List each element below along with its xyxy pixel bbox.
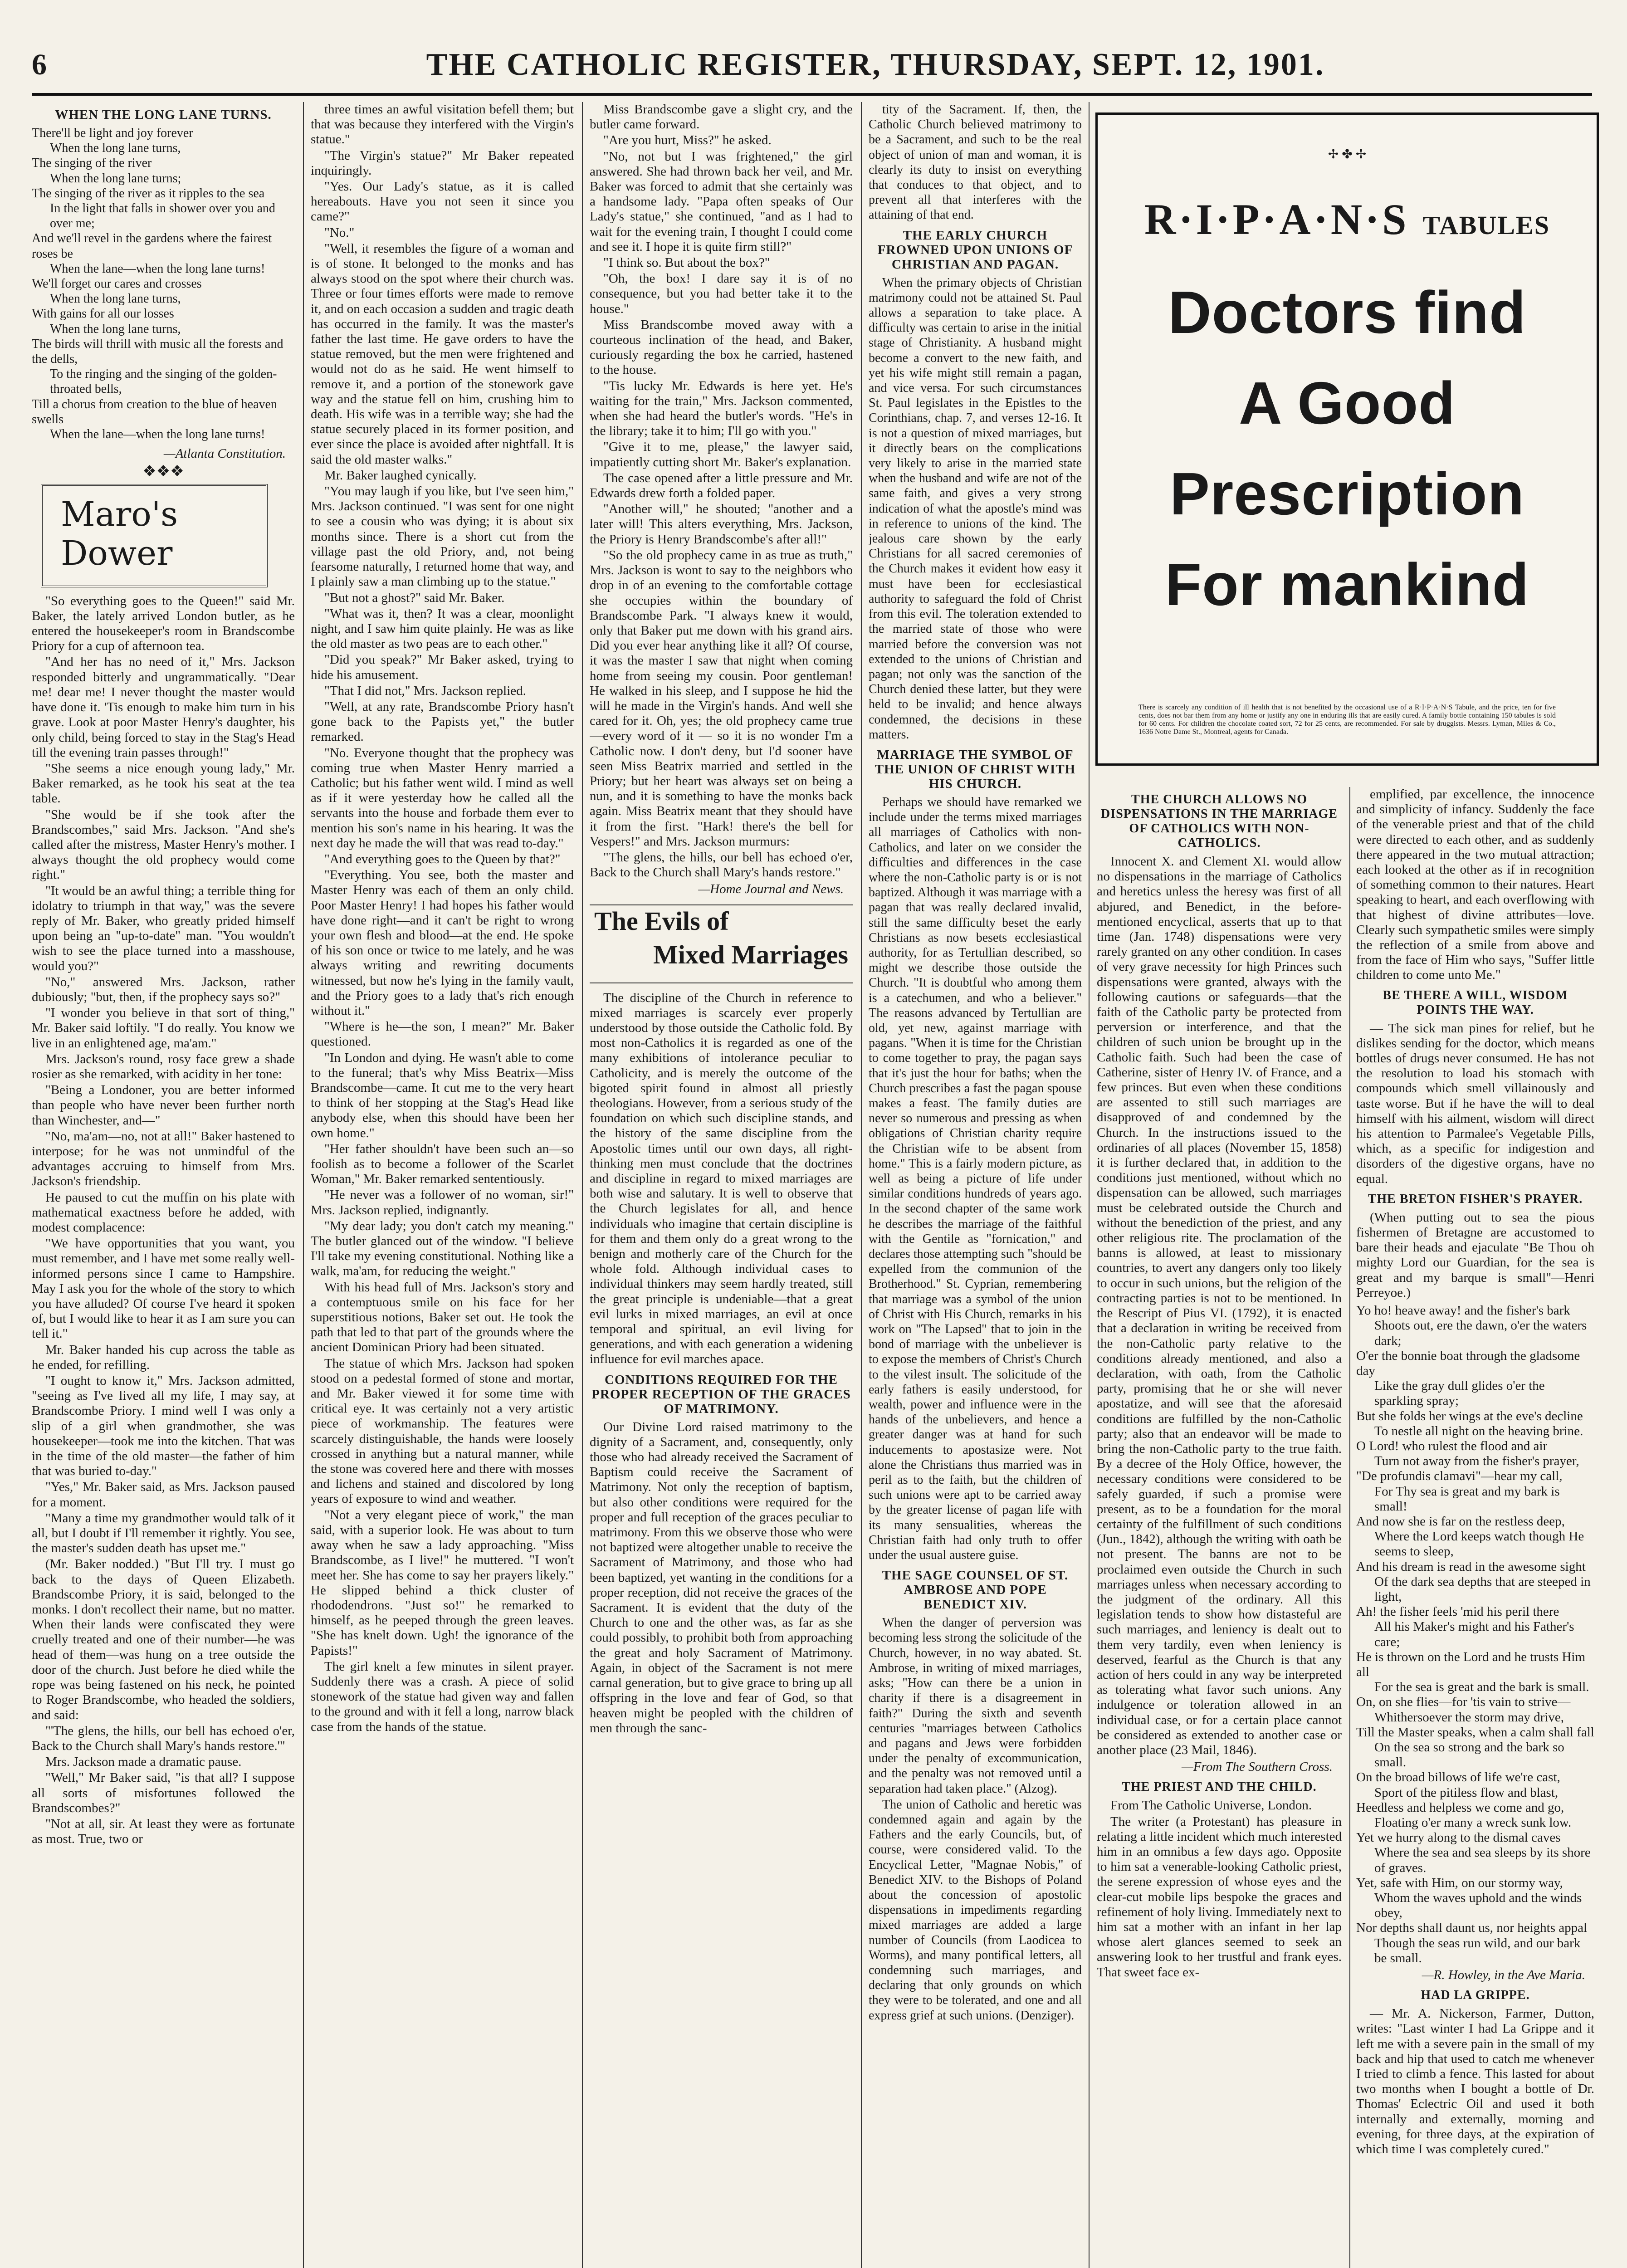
paragraph: From The Catholic Universe, London. — [1110, 1798, 1312, 1813]
paragraph: "Where is he—the son, I mean?" Mr. Baker questioned. — [311, 1019, 574, 1049]
poem — [32, 126, 295, 442]
poem-line: Till the Master speaks, when a calm shall fall — [1356, 1725, 1594, 1740]
paragraph: "Another will," he shouted; "another and a later will! This alters everything, Mrs. Jackson, the Priory is Henry Brandscombe's after all!" — [590, 502, 853, 547]
article-body — [1097, 854, 1342, 1758]
story-ending — [590, 102, 853, 880]
evils-headline — [590, 904, 853, 983]
paragraph: "Well," Mr Baker said, "is that all? I suppose all sorts of misfortunes followed the Brandscombes?" — [32, 1770, 295, 1815]
poem-attribution: —R. Howley, in the Ave Maria. — [1422, 1968, 1585, 1983]
poem-line: The singing of the river — [32, 156, 152, 171]
paragraph: "No." — [324, 225, 355, 240]
article-body — [869, 102, 1082, 223]
subheading: THE CHURCH ALLOWS NO DISPENSATIONS IN THE MARRIAGE OF CATHOLICS WITH NON-CATHOLICS. — [1101, 792, 1338, 850]
paragraph: "Yes," Mr. Baker said, as Mrs. Jackson paused for a moment. — [32, 1480, 295, 1510]
poem-line: On the sea so strong and the bark so small. — [1374, 1740, 1564, 1770]
paragraph: "She seems a nice enough young lady," Mr. Baker remarked, as he took his seat at the tea table. — [32, 761, 295, 806]
column-1 — [32, 102, 295, 2268]
paragraph: The case opened after a little pressure and Mr. Edwards drew forth a folded paper. — [590, 470, 853, 501]
paragraph: "And everything goes to the Queen by that?" — [324, 851, 561, 866]
paragraph: "In London and dying. He wasn't able to come to the funeral; that's why Miss Beatrix—Miss Brandscombe—came. It cut me to the very heart to think of her stopping at the Stag's Head like anybody else, when this should have been her own home." — [311, 1050, 574, 1140]
column-4 — [869, 102, 1082, 2268]
poem-line: We'll forget our cares and crosses — [32, 277, 202, 291]
poem-line: Ah! the fisher feels 'mid his peril there — [1356, 1604, 1559, 1619]
paragraph: "Oh, the box! I dare say it is of no consequence, but you had better take it to the house." — [590, 271, 853, 316]
paragraph: "Being a Londoner, you are better informed than people who have never been further north than Winchester, and—" — [32, 1083, 295, 1128]
paragraph: "No, ma'am—no, not at all!" Baker hastened to interpose; for he was not unmindful of the advantages accruing to himself from Mrs. Jackson's friendship. — [32, 1129, 295, 1189]
ad-line-4: For mankind — [1165, 551, 1529, 618]
story-attribution: —Home Journal and News. — [698, 882, 844, 897]
paragraph: "It would be an awful thing; a terrible thing for idolatry to triumph in that way," was the severe reply of Mr. Baker, who greatly prided himself upon being an "up-to-date" man. "You wouldn't wish to see the place turned into a masshouse, would you?" — [32, 883, 295, 973]
poem-line: In the light that falls in shower over you and over me; — [50, 201, 275, 231]
column-rule — [582, 102, 583, 2268]
paragraph: "But not a ghost?" said Mr. Baker. — [324, 590, 505, 605]
paragraph: The girl knelt a few minutes in silent prayer. Suddenly there was a crash. A piece of solid stonework of the statue had given way and fallen to the ground and with it fell a long, narrow black case from the hands of the statue. — [311, 1659, 574, 1734]
paragraph: "He never was a follower of no woman, sir!" Mrs. Jackson replied, indignantly. — [311, 1188, 574, 1217]
paragraph: "I ought to know it," Mrs. Jackson admitted, "seeing as I've lived all my life, I may say, at Brandscombe Priory. I mind well I was only a slip of a girl when grandmother, she was housekeeper—took me into the kitchen. That was in the time of the old master—the father of him that was buried to-day." — [32, 1374, 295, 1479]
paragraph: The statue of which Mrs. Jackson had spoken stood on a pedestal formed of stone and mortar, and Mr. Baker viewed it for some time with critical eye. It was certainly not a very artistic piece of workmanship. The features were scarcely distinguishable, the hands were loosely crossed in anything but a natural manner, while the stone was covered here and there with mosses and lichens and stained and discolored by long years of exposure to wind and weather. — [311, 1356, 574, 1506]
poem-line: Heedless and helpless we come and go, — [1356, 1800, 1564, 1815]
column-rule — [861, 102, 862, 2268]
poem-line: Yet we hurry along to the dismal caves — [1356, 1830, 1561, 1845]
poem-line: When the long lane turns, — [50, 322, 181, 336]
poem-line: But she folds her wings at the eve's decline — [1356, 1408, 1583, 1423]
story-body-continued — [311, 102, 574, 1735]
paragraph: "No. Everyone thought that the prophecy was coming true when Master Henry married a Catholic; but his father went wild. I mind as well as if it were yesterday how he called all the servants into the house and forbade them ever to mention his son's name in his hearing. It was the next day he made the will that was read to-day." — [311, 745, 574, 850]
ad-line-3: Prescription — [1169, 460, 1525, 527]
paragraph: tity of the Sacrament. If, then, the Catholic Church believed matrimony to be a Sacrament, and such to be the real object of union of man and woman, it is clearly its duty to insist on everything that conduces to that object, and to prevent all that interferes with the attaining of that end. — [869, 103, 1082, 222]
paragraph: The discipline of the Church in reference to mixed marriages is scarcely ever properly understood by those outside the Catholic fold. By most non-Catholics it is regarded as one of the many exhibitions of intolerance peculiar to Catholicity, and is merely the outcome of the bigoted spirit found in almost all priestly theologians. However, from a serious study of the foundation on which such discipline stands, and the history of the same discipline from the Apostolic times until our own days, all right-thinking men must conclude that the doctrines and discipline in regard to mixed marriages are both wise and salutary. It is well to observe that the Church legislates for all, and hence individuals who imagine that certain discipline is for them and them only do a great wrong to the benign and motherly care of the Church for the whole fold. Although individual cases to individual thinkers may seem hardly treated, still the great principle is undeniable—that a great evil lurks in mixed marriages, an evil at once temporal and spiritual, an evil living for generations, and with each generation a widening influence for evil marches apace. — [590, 990, 853, 1367]
poem-line: There'll be light and joy forever — [32, 126, 193, 140]
paragraph: Mrs. Jackson's round, rosy face grew a shade rosier as she remarked, with acidity in her tone: — [32, 1051, 295, 1081]
paragraph: Our Divine Lord raised matrimony to the dignity of a Sacrament, and, consequently, only those who had already received the Sacrament of Baptism could receive the Sacrament of Matrimony. Not only the reception of baptism, but also other conditions were required for the proper and full reception of the graces peculiar to matrimony. From this we observe those who were not baptized were altogether unable to receive the Sacrament of Matrimony, and those who had been baptized, yet wanting in the conditions for a proper reception, did not receive the graces of the Sacrament. It is evident that the duty of the Church to one and the other was, as far as she could possibly, to prohibit both from approaching the great and holy Sacrament of Matrimony. Again, in object of the Sacrament is not mere carnal generation, but to give grace to bring up all offspring in the love and fear of God, so that heaven might be peopled with the children of men through the sanc- — [590, 1419, 853, 1735]
paragraph: The writer (a Protestant) has pleasure in relating a little incident which much interested him in an omnibus a few days ago. Opposite to him sat a venerable-looking Catholic priest, the serene expression of whose eyes and the clear-cut mobile lips bespoke the graces and refinement of holy living. Immediately next to him sat a mother with an infant in her lap whose alert glances seemed to seek an answering look to her trustful and frank eyes. That sweet face ex- — [1097, 1814, 1342, 1980]
paragraph: "Yes. Our Lady's statue, as it is called hereabouts. Have you not seen it since you came?" — [311, 179, 574, 224]
newspaper-title: THE CATHOLIC REGISTER, THURSDAY, SEPT. 12, 1901. — [426, 47, 1325, 82]
poem-attribution: —Atlanta Constitution. — [163, 446, 286, 461]
paragraph: — Mr. A. Nickerson, Farmer, Dutton, writes: "Last winter I had La Grippe and it left me with a severe pain in the small of my back and hip that used to catch me whenever I tried to climb a fence. This lasted for about two months when I bought a bottle of Dr. Thomas' Eclectric Oil and used it both internally and externally, morning and evening, for three days, at the expiration of which time I was completely cured." — [1356, 2006, 1594, 2157]
article-body — [590, 1420, 853, 1736]
poem-line: Till a chorus from creation to the blue of heaven swells — [32, 397, 277, 426]
paragraph: "The glens, the hills, our bell has echoed o'er, Back to the Church shall Mary's hands restore." — [590, 850, 853, 880]
poem-line: And now she is far on the restless deep, — [1356, 1514, 1565, 1529]
poem-line: When the lane—when the long lane turns! — [50, 261, 265, 276]
paragraph: emplified, par excellence, the innocence and simplicity of infancy. Suddenly the face of the venerable priest and that of the child were directed to each other, and as suddenly there appeared in the two mutual attraction; each looked at the other as if in recognition of something common to their natures. Heart speaking to heart, and each overflowing with that highest of divine attributes—love. Clearly such sympathetic smiles were simply the reflection of a smile from above and from the face of Him who says, "Suffer little children to come unto Me." — [1356, 787, 1594, 982]
poem-line: Whom the waves uphold and the winds obey, — [1374, 1891, 1582, 1921]
column-rule — [1089, 102, 1090, 2268]
story-title-line-1: Maro's — [61, 494, 178, 534]
story-title-line-2: Dower — [61, 533, 173, 573]
paragraph: "Her father shouldn't have been such an—so foolish as to become a follower of the Scarlet Woman," Mr. Baker remarked sententiously. — [311, 1141, 574, 1187]
subheading: HAD LA GRIPPE. — [1421, 1988, 1530, 2003]
paragraph: three times an awful visitation befell them; but that was because they interfered with the Virgin's statue." — [311, 102, 574, 147]
paragraph: Mr. Baker laughed cynically. — [324, 468, 477, 483]
masthead — [32, 43, 1592, 96]
poem-line: The birds will thrill with music all the forests and the dells, — [32, 337, 283, 367]
ad-fine-print: There is scarcely any condition of ill health that is not benefited by the occasional use of a R·I·P·A·N·S Tabule, and the price, ten for five cents, does not bar them from any home or justify any one in enduring ills that are easily cured. A family bottle containing 150 tabules is sold for 60 cents. For children the chocolate coated sort, 72 for 25 cents, are recommended. For sale by druggists. Messrs. Lyman, Miles & Co., 1636 Notre Dame St., Montreal, agents for Canada. — [1138, 704, 1556, 736]
poem-line: Where the Lord keeps watch though He seems to sleep, — [1374, 1529, 1584, 1559]
paragraph: "Tis lucky Mr. Edwards is here yet. He's waiting for the train," Mrs. Jackson commented, when she had heard the butler's words. "He's in the library; take it to him; I'll go with you." — [590, 378, 853, 439]
subheading: CONDITIONS REQUIRED FOR THE PROPER RECEPTION OF THE GRACES OF MATRIMONY. — [591, 1372, 851, 1416]
paragraph: "Give it to me, please," the lawyer said, impatiently cutting short Mr. Baker's explanation. — [590, 440, 853, 469]
paragraph: He paused to cut the muffin on his plate with mathematical exactness before he added, with modest complacence: — [32, 1190, 295, 1235]
paragraph: Innocent X. and Clement XI. would allow no dispensations in the marriage of Catholics and heretics unless the heresy was first of all abjured, and Benedict, in the before-mentioned encyclical, asserts that up to that time (Jan. 1748) dispensations were very rarely granted on any other condition. In cases of very grave necessity for high Princes such dispensations were granted, always with the following cautions or safeguards—that the faith of the Catholic party be protected from perversion or interference, and that the children of such union be brought up in the Catholic faith. Such had been the case of Catherine, sister of Henry IV. of France, and a few princes. But even when these conditions are assented to still such marriages are disapproved of and condemned by the Church. In the instructions issued to the ordinaries of all places (November 15, 1858) it is further declared that, in addition to the conditions just mentioned, without which no dispensation can be allowed, such marriages must be celebrated outside the Church and without the benediction of the priest, and any other religious rite. The proclamation of the banns is allowed, at least to missionary countries, to avert any dangers only too likely to occur in such unions, but the religion of the contracting parties is not to be mentioned. In the Rescript of Pius VI. (1792), it is enacted that a declaration in writing be received from the non-Catholic party relative to the conditions already mentioned, and also a declaration, with oath, from the Catholic party, promising that he or she will never apostatize, and will see that the aforesaid conditions are fulfilled by the non-Catholic party; also that an endeavor will be made to bring the non-Catholic party to the true faith. By a decree of the Holy Office, however, the necessary conditions were considered to be safely guarded, if such a promise were present, as to be a foundation for the moral certainty of the fulfillment of such conditions (Jun., 1842), although the writing with oath be not present. The banns are not to be proclaimed even outside the Church in such marriages unless when necessary according to the judgment of the ordinary. All this legislation tends to show how distasteful are such marriages, and leniency is dealt out to them very tardily, even when leniency is deserved, fearful as the Church is that any action of hers could in any way be interpreted as tolerating what favor such unions. Any indulgence or toleration allowed in an individual case, or for a certain place cannot be considered as extended to another case or another place (23 Mail, 1846). — [1097, 854, 1342, 1757]
poem-line: When the long lane turns, — [50, 292, 181, 306]
poem — [1356, 1303, 1594, 1966]
poem-line: Turn not away from the fisher's prayer, — [1374, 1454, 1579, 1469]
paragraph: "You may laugh if you like, but I've seen him," Mrs. Jackson continued. "I was sent for one night to see a cousin who was dying; it is about six months since. There is a short cut from the village past the old Priory, and, not being fearsome naturally, I returned home that way, and I plainly saw a man climbing up to the statue." — [311, 484, 574, 589]
ad-ornament: ✢ ✤ ✢ — [1328, 147, 1367, 161]
paragraph: "And her has no need of it," Mrs. Jackson responded bitterly and ungrammatically. "Dear me! dear me! I never thought the master would have done it. 'Tis enough to make him turn in his grave. Look at poor Master Henry's daughter, his only child, being forced to stay in the Stag's Head till the evening train passes through!" — [32, 655, 295, 760]
article-body — [869, 275, 1082, 742]
story-body — [32, 594, 295, 1847]
paragraph: When the danger of perversion was becoming less strong the solicitude of the Church, however, in no way abated. St. Ambrose, in writing of mixed marriages, asks; "How can there be a union in charity if there is a disagreement in faith?" During the sixth and seventh centuries "marriages between Catholics and pagans and Jews were forbidden under the penalty of excommunication, and the penalty was not removed until a separation had taken place." (Alzog). — [869, 1616, 1082, 1796]
poem-line: Where the sea and sea sleeps by its shore of graves. — [1374, 1845, 1591, 1875]
paragraph: "We have opportunities that you want, you must remember, and I have met some really well-informed persons since I came to Hampshire. May I ask you for the whole of the story to which you have alluded? Of course I've heard it spoken of, but I would like to hear it as I am sure you can tell it." — [32, 1236, 295, 1341]
poem-title: WHEN THE LONG LANE TURNS. — [55, 108, 272, 122]
ripans-advertisement — [1095, 112, 1599, 766]
poem-line: For Thy sea is great and my bark is small! — [1374, 1484, 1560, 1514]
poem-line: Yo ho! heave away! and the fisher's bark — [1356, 1303, 1570, 1318]
paragraph: "So the old prophecy came in as true as truth," Mrs. Jackson is wont to say to the neighbors who drop in of an evening to the comfortable cottage she occupies within the boundary of Brandscombe Park. "I always knew it would, only that Baker put me down with his grand airs. Did you ever hear anything like it all? Of course, it was the master I saw that night when coming home from seeing my cousin. Poor gentleman! He walked in his sleep, and I suppose he hid the will he made in the Virgin's hands. And well she cared for it. Oh, yes; the old prophecy came true—every word of it — so it is no wonder I'm a Catholic now. I don't deny, but I'd sooner have seen Miss Beatrix married and settled in the Priory; but her heart was always set on being a nun, and it is something to have the monks back again. Miss Beatrix meant that they should have it from the first. "Hark! there's the bell for Vespers!" and Mrs. Jackson murmurs: — [590, 547, 853, 849]
poem-line: All his Maker's might and his Father's care; — [1374, 1619, 1574, 1649]
ad-brand-name: R·I·P·A·N·S — [1144, 195, 1409, 244]
subheading: THE PRIEST AND THE CHILD. — [1122, 1780, 1317, 1794]
paragraph: Mr. Baker handed his cup across the table as he ended, for refilling. — [32, 1342, 295, 1372]
paragraph: "Are you hurt, Miss?" he asked. — [603, 133, 772, 148]
ornament-stars: ❖❖❖ — [142, 463, 184, 480]
poem-line: To nestle all night on the heaving brine. — [1374, 1423, 1583, 1438]
story-title — [61, 495, 178, 573]
article-body — [1356, 2006, 1594, 2157]
poem-line: Nor depths shall daunt us, nor heights appal — [1356, 1921, 1588, 1936]
poem-line: For the sea is great and the bark is small. — [1374, 1680, 1589, 1695]
column-3 — [590, 102, 853, 2268]
paragraph: "Not a very elegant piece of work," the man said, with a superior look. He was about to turn away when he saw a lady approaching. "Miss Brandscombe, as I live!" he muttered. "I won't meet her. She has come to say her prayers likely." He slipped behind a thick cluster of rhododendrons. "Just so!" he remarked to himself, as he peeped through the green leaves. "She has knelt down. Ugh! the ignorance of the Papists!" — [311, 1507, 574, 1658]
poem-line: On, on she flies—for 'tis vain to strive— — [1356, 1695, 1571, 1710]
subheading: THE SAGE COUNSEL OF ST. AMBROSE AND POPE BENEDICT XIV. — [882, 1568, 1069, 1612]
paragraph: Mrs. Jackson made a dramatic pause. — [45, 1755, 242, 1769]
paragraph: With his head full of Mrs. Jackson's story and a contemptuous smile on his face for her superstitious notions, Baker set out. He took the path that led to that part of the grounds where the ancient Dominican Priory had been situated. — [311, 1280, 574, 1355]
paragraph: "So everything goes to the Queen!" said Mr. Baker, the lately arrived London butler, as he entered the housekeeper's room in Brandscombe Priory for a cup of afternoon tea. — [32, 593, 295, 654]
paragraph: — The sick man pines for relief, but he dislikes sending for the doctor, which means bottles of drugs never consumed. He has not the resolution to load his stomach with compounds which smell villainously and taste worse. But if he have the will to deal himself with his ailment, wisdom will direct his attention to Parmalee's Vegetable Pills, which, as a specific for indigestion and disorders of the digestive organs, have no equal. — [1356, 1021, 1594, 1186]
poem-line: "De profundis clamavi"—hear my call, — [1356, 1469, 1563, 1484]
ad-brand — [1098, 194, 1597, 244]
poem-line: Though the seas run wild, and our bark be small. — [1374, 1936, 1581, 1965]
poem-line: With gains for all our losses — [32, 307, 174, 321]
poem-line: O'er the bonnie boat through the gladsome day — [1356, 1348, 1580, 1378]
subheading: THE EARLY CHURCH FROWNED UPON UNIONS OF CHRISTIAN AND PAGAN. — [877, 228, 1073, 272]
column-2 — [311, 102, 574, 2268]
poem-line: When the long lane turns; — [50, 171, 181, 186]
poem-line: On the broad billows of life we're cast, — [1356, 1770, 1560, 1785]
poem-line: Floating o'er many a wreck sunk low. — [1374, 1815, 1572, 1830]
paragraph: When the primary objects of Christian matrimony could not be attained St. Paul allows a separation to take place. A difficulty was certain to arise in the initial stage of Christianity. A husband might become a convert to the new faith, and yet his wife might still remain a pagan, and vice versa. For such circumstances St. Paul legislates in the Epistles to the Corinthians, chap. 7, and verses 12-16. It is not a question of mixed marriages, but it directly bears on the complications very likely to arise in the married state when the husband and wife are not of the same faith, and gives a very strong indication of what the apostle's mind was in reference to unions of the kind. The jealous care shown by the early Christians for all sacred ceremonies of the Church makes it evident how easy it must have been for ecclesiastical authority to safeguard the fold of Christ from this evil. The toleration extended to the married state of those who were married before the conversion was not extended to the unions of Christian and pagan; not only was the sanction of the Church denied these latter, but they were held to be invalid; and hence always condemned, the decisions in these matters. — [869, 275, 1082, 742]
article-body — [1356, 1021, 1594, 1187]
article-body — [869, 795, 1082, 1563]
story-title-box — [41, 484, 268, 587]
poem-line: Yet, safe with Him, on our stormy way, — [1356, 1875, 1563, 1890]
poem-line: When the lane—when the long lane turns! — [50, 427, 265, 442]
paragraph: Miss Brandscombe moved away with a courteous inclination of the head, and Baker, curiously regarding the box he carried, hastened to the house. — [590, 317, 853, 377]
paragraph: (Mr. Baker nodded.) "But I'll try. I must go back to the days of Queen Elizabeth. Brandscombe Priory, it is said, belonged to the monks. I don't recollect their name, but no matter. When their lands were confiscated they were cruelly treated and one of their number—he was head of them—was hung on a tree outside the door of the church. Just before he died while the rope was being fastened on his neck, he pointed to Roger Brandscombe, who headed the soldiers, and said: — [32, 1557, 295, 1722]
article-body — [869, 1615, 1082, 2023]
article-body — [1097, 1798, 1342, 1980]
paragraph: "She would be if she took after the Brandscombes," said Mrs. Jackson. "And she's called after the mistress, Master Henry's mother. I always thought the old prophecy would come right." — [32, 807, 295, 882]
paragraph: "Everything. You see, both the master and Master Henry was each of them an only child. Poor Master Henry! I had hopes his father would have done right—and it can't be right to wrong your own flesh and blood—at the end. He spoke of his son once or twice to me lately, and he was always writing and rewriting documents witnessed, but now he's lying in the family vault, and the Priory goes to a lady that's rich enough without it." — [311, 868, 574, 1018]
column-rule — [1349, 787, 1350, 2268]
column-5 — [1097, 787, 1342, 2268]
article-body — [590, 991, 853, 1367]
poem-line: Shoots out, ere the dawn, o'er the waters dark; — [1374, 1318, 1587, 1348]
paragraph: "Did you speak?" Mr Baker asked, trying to hide his amusement. — [311, 652, 574, 682]
poem-line: And his dream is read in the awesome sight — [1356, 1559, 1586, 1574]
paragraph: "The Virgin's statue?" Mr Baker repeated inquiringly. — [311, 148, 574, 178]
poem-line: When the long lane turns, — [50, 141, 181, 156]
poem-line: To the ringing and the singing of the golden-throated bells, — [50, 367, 277, 396]
paragraph: "Well, it resembles the figure of a woman and is of stone. It belonged to the monks and has always stood on the spot where their church was. Three or four times efforts were made to remove it, and on each occasion a sudden and tragic death has occurred in the family. It was the master's father the last time. He gave orders to have the statue removed, but the men were frightened and would not do as he said. He went himself to remove it, and a portion of the stonework gave way and the statue fell on him, crushing him to death. His wife was in a terrible way; she had the statue securely placed in its former position, and ever since the place is avoided after nightfall. It is said the old master walks." — [311, 241, 574, 467]
ad-brand-small: TABULES — [1422, 210, 1550, 240]
paragraph: "Many a time my grandmother would talk of it all, but I doubt if I'll remember it rightly. You see, the master's sudden death has upset me." — [32, 1510, 295, 1556]
paragraph: "Not at all, sir. At least they were as fortunate as most. True, two or — [32, 1816, 295, 1847]
subheading: BE THERE A WILL, WISDOM POINTS THE WAY. — [1383, 988, 1568, 1017]
evils-headline-line-1: The Evils of — [594, 906, 729, 936]
paragraph: "No," answered Mrs. Jackson, rather dubiously; "but, then, if the prophecy says so?" — [32, 974, 295, 1004]
poem-line: O Lord! who rulest the flood and air — [1356, 1438, 1548, 1453]
paragraph: The union of Catholic and heretic was condemned again and again by the Fathers and the early Councils, but, of course, were considered valid. To the Encyclical Letter, "Magnae Nobis," of Benedict XIV. to the Bishops of Poland about the concession of apostolic dispensations in impediments regarding mixed marriages are added a large number of Councils (from Laodicea to Worms), and many pontifical letters, all condemning such marriages, and declaring that only grounds on which they were to be tolerated, and one and all express grief at such unions. (Denziger). — [869, 1797, 1082, 2023]
paragraph: "I think so. But about the box?" — [603, 255, 770, 270]
page-number: 6 — [32, 48, 47, 81]
article-body — [1356, 787, 1594, 983]
poem-line: Like the gray dull glides o'er the sparkling spray; — [1374, 1378, 1545, 1408]
paragraph: "What was it, then? It was a clear, moonlight night, and I saw him quite plainly. He was as like the old master as two peas are to each other." — [311, 606, 574, 651]
paragraph: "No, not but I was frightened," the girl answered. She had thrown back her veil, and Mr. Baker was forced to admit that she certainly was a handsome lady. "Papa often speaks of Our Lady's statue," she continued, "and as I had to wait for the evening train, I thought I could come and see it. I hope it is quite firm still?" — [590, 149, 853, 254]
paragraph: "I wonder you believe in that sort of thing," Mr. Baker said loftily. "I do really. You know we live in an enlightened age, ma'am." — [32, 1006, 295, 1051]
poem-line: And we'll revel in the gardens where the fairest roses be — [32, 231, 272, 261]
paragraph: "That I did not," Mrs. Jackson replied. — [324, 683, 526, 698]
poem-line: Of the dark sea depths that are steeped in light, — [1374, 1574, 1591, 1604]
poem-line: The singing of the river as it ripples to the sea — [32, 186, 265, 200]
paragraph: Miss Brandscombe gave a slight cry, and the butler came forward. — [590, 102, 853, 132]
article-attribution: —From The Southern Cross. — [1182, 1760, 1333, 1774]
subheading: THE BRETON FISHER'S PRAYER. — [1368, 1192, 1583, 1206]
evils-headline-line-2: Mixed Marriages — [653, 939, 848, 969]
subheading: MARRIAGE THE SYMBOL OF THE UNION OF CHRIST WITH HIS CHURCH. — [875, 747, 1076, 791]
poem-line: He is thrown on the Lord and he trusts Him all — [1356, 1649, 1586, 1679]
paragraph: Perhaps we should have remarked we include under the terms mixed marriages all marriages of Catholics with non-Catholics, and later on we consider the difficulties and differences in the case where the non-Catholic party is or is not baptized. Although it was marriage with a pagan that was really declared invalid, still the same difficulty beset the early Christians as now besets ecclesiastical authority, for as Tertullian described, so might we describe those outside the Church. "It is doubtful who among them is a catechumen, and who a believer." The reasons advanced by Tertullian are old, yet new, against marriage with pagans. "When it is time for the Christian to come together to pray, the pagan says that it's just the hour for baths; when the Church prescribes a fast the pagan spouse makes a feast. The family duties are never so numerous and pressing as when obligations of Christian charity require the Christian wife to be absent from home." This is a fairly modern picture, as well as being a picture of life under similar conditions hundreds of years ago. In the second chapter of the same work he describes the marriage of the faithful with the Gentile as "fornication," and declares those attempting such "should be expelled from the communion of the Brotherhood." St. Cyprian, remembering that marriage was a symbol of the union of Christ with His Church, remarks in his work on "The Lapsed" that to join in the bond of marriage with the unbeliever is to expose the members of Christ's Church to the vilest insult. The solicitude of the early fathers is easily understood, for wealth, power and influence were in the hands of the unbelievers, and hence a greater danger was at hand for such inducements to apostasize were. Not alone the Christians thus married was in peril as to the faith, but the children of such unions were apt to be carried away by the greater license of pagan life with its many sensualities, whereas the Christian faith had only truth to offer under the usual austere guise. — [869, 795, 1082, 1563]
poem-line: Whithersoever the storm may drive, — [1374, 1710, 1564, 1725]
paragraph: "'The glens, the hills, our bell has echoed o'er, Back to the Church shall Mary's hands restore.'" — [32, 1723, 295, 1753]
ad-line-2: A Good — [1239, 370, 1456, 436]
poem-line: Sport of the pitiless flow and blast, — [1374, 1785, 1559, 1800]
column-rule — [303, 102, 304, 2268]
column-6 — [1356, 787, 1594, 2268]
paragraph: "Well, at any rate, Brandscombe Priory hasn't gone back to the Papists yet," the butler remarked. — [311, 699, 574, 744]
poem-intro: (When putting out to sea the pious fishermen of Bretagne are accustomed to bare their heads and ejaculate "Be Thou oh mighty Lord our Guardian, for the sea is great and my barque is small"—Henri Perreyoe.) — [1356, 1210, 1594, 1300]
paragraph: "My dear lady; you don't catch my meaning." The butler glanced out of the window. "I believe I'll take my evening constitutional. Nothing like a walk, ma'am, for reducing the weight." — [311, 1218, 574, 1279]
ad-line-1: Doctors find — [1168, 279, 1526, 346]
